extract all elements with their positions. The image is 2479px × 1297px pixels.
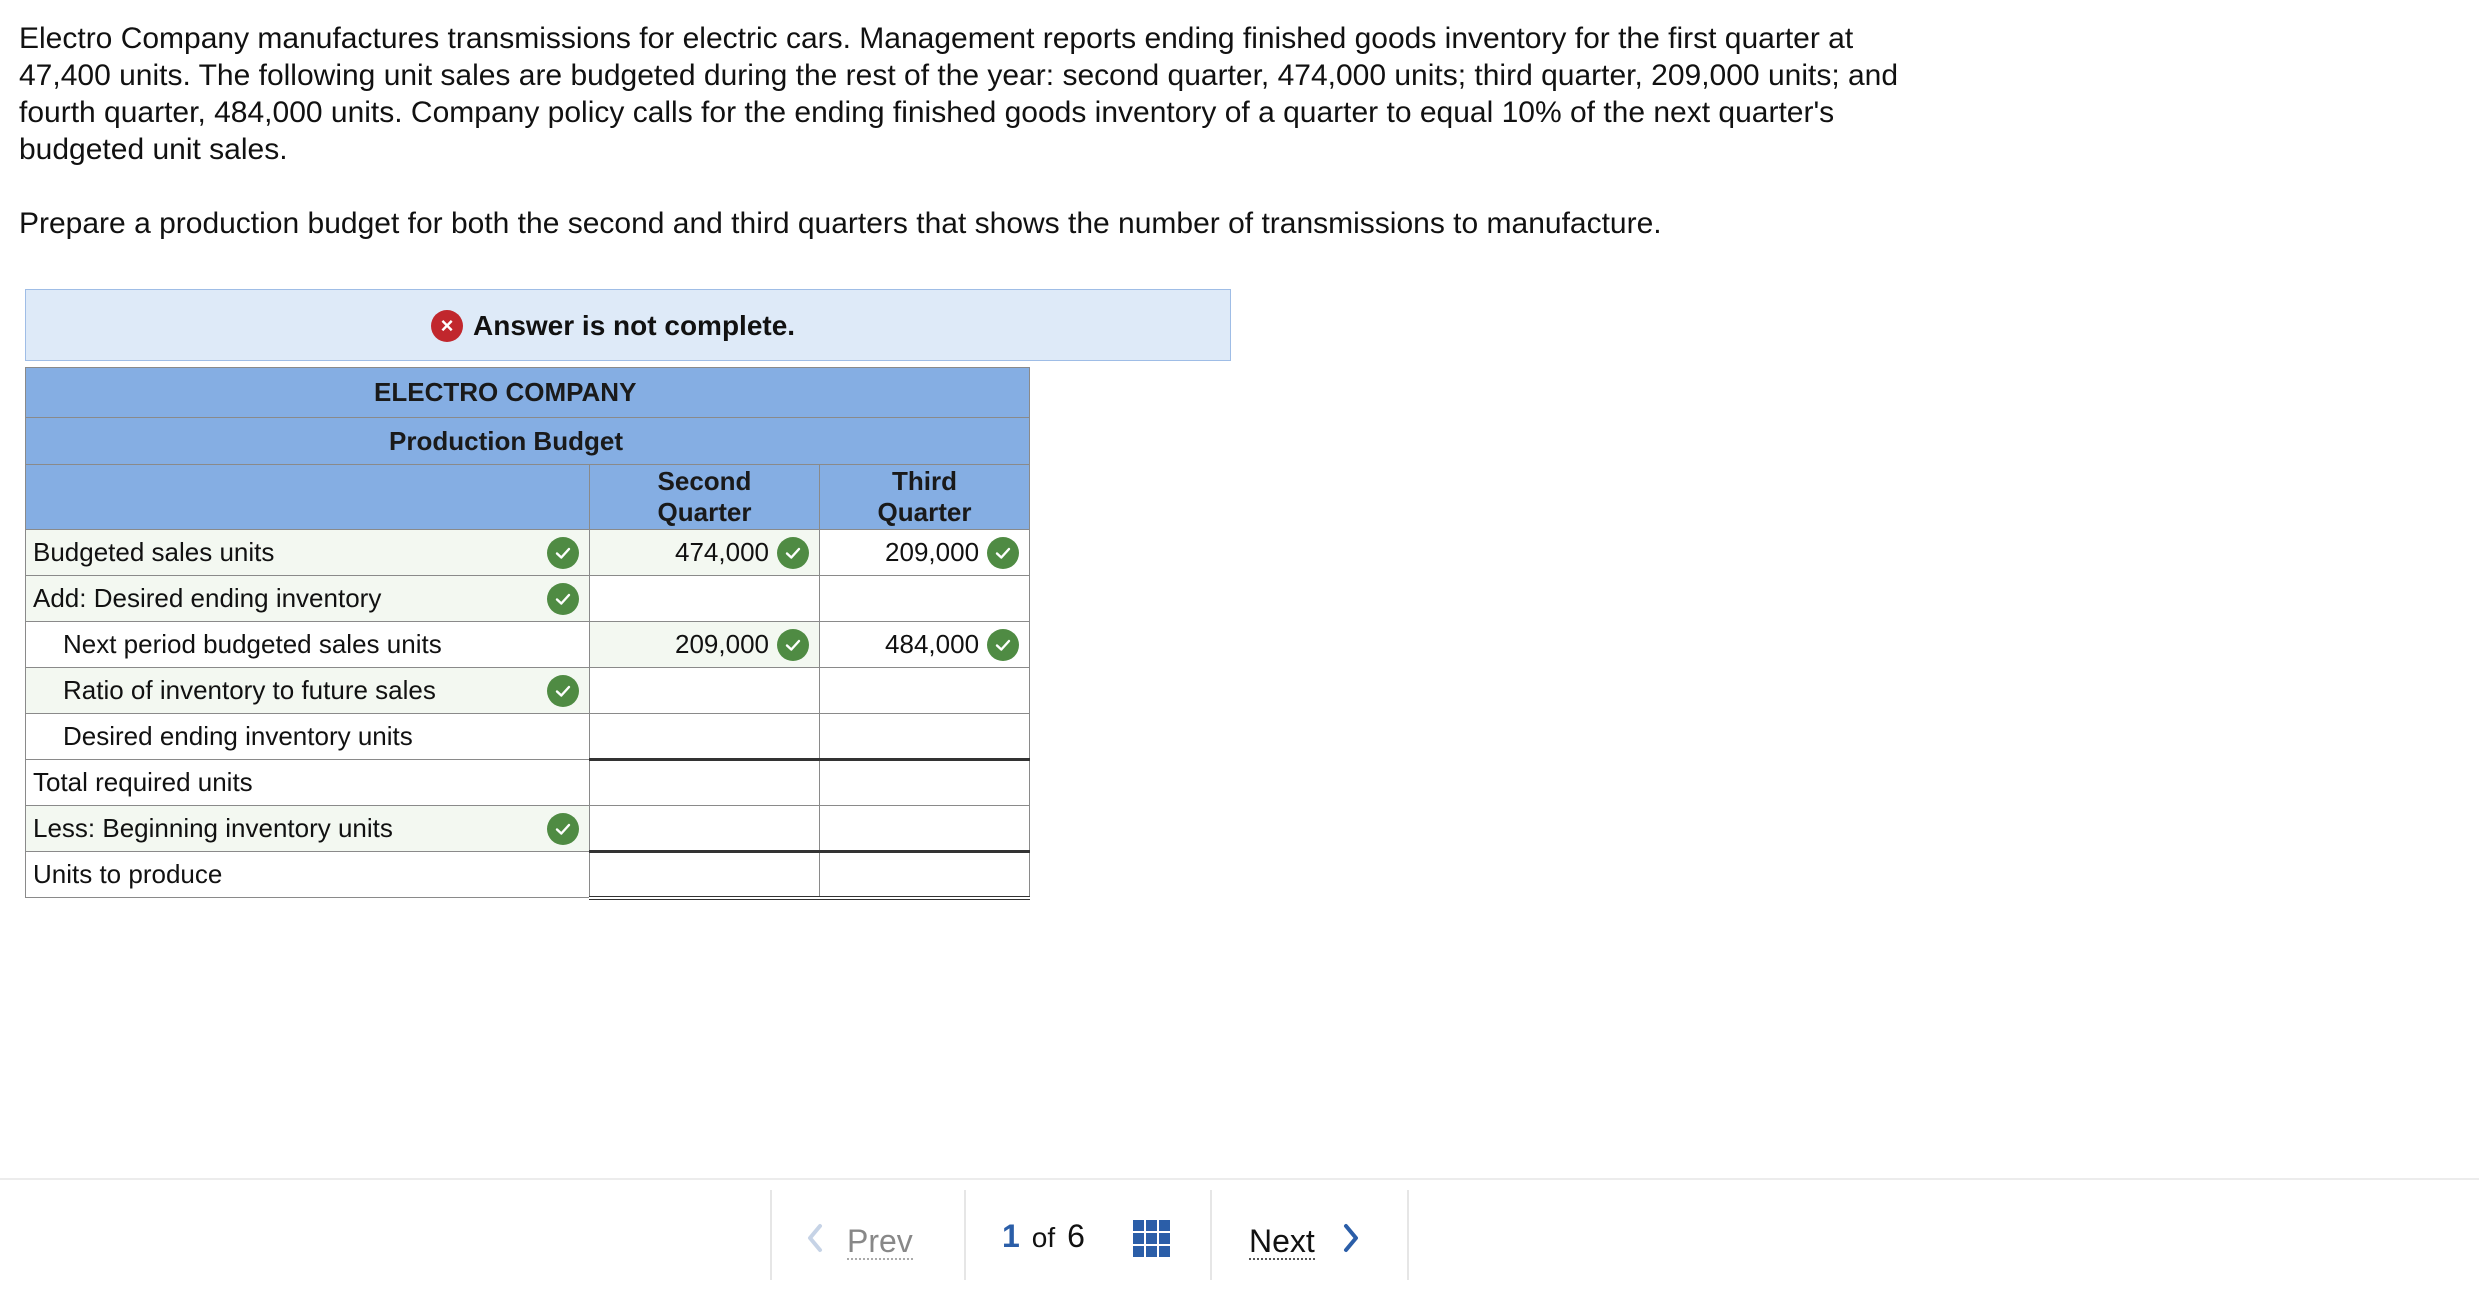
row-label-ratio-inventory[interactable]: Ratio of inventory to future sales [26,668,590,714]
input-second-total-required[interactable] [590,760,820,806]
check-icon [547,813,579,845]
chevron-right-icon [1341,1222,1361,1262]
page-indicator [1002,1218,1085,1255]
footer-separator [1407,1190,1409,1280]
answer-status-banner [25,289,1231,361]
input-second-beginning-inventory[interactable] [590,806,820,852]
total-pages: 6 [1067,1218,1085,1254]
table-row [26,530,1030,576]
footer-separator [964,1190,966,1280]
row-label-desired-ending-inventory-units: Desired ending inventory units [26,714,590,760]
table-row [26,622,1030,668]
footer-separator [770,1190,772,1280]
answer-status-text: Answer is not complete. [473,310,796,341]
check-icon [777,629,809,661]
table-row [26,668,1030,714]
cell-second-desired-ending-inventory [590,576,820,622]
prev-button[interactable] [805,1222,913,1262]
next-button[interactable] [1249,1222,1361,1262]
budget-title: Production Budget [26,418,1030,465]
table-row [26,852,1030,898]
input-third-beginning-inventory[interactable] [820,806,1030,852]
input-third-ratio[interactable] [820,668,1030,714]
grid-icon[interactable] [1133,1220,1170,1257]
input-third-budgeted-sales[interactable]: 209,000 [820,530,1030,576]
x-circle-icon: × [431,310,463,342]
header-blank-cell [26,465,590,530]
input-second-desired-ending-units[interactable] [590,714,820,760]
table-row [26,714,1030,760]
row-label-next-period-sales: Next period budgeted sales units [26,622,590,668]
production-budget-table [25,367,1030,900]
input-third-desired-ending-units[interactable] [820,714,1030,760]
input-second-budgeted-sales[interactable]: 474,000 [590,530,820,576]
footer-divider [0,1178,2479,1180]
column-header-third-quarter: Third Quarter [820,465,1030,530]
next-label: Next [1249,1223,1315,1259]
chevron-left-icon [805,1222,825,1262]
row-label-beginning-inventory[interactable]: Less: Beginning inventory units [26,806,590,852]
company-name: ELECTRO COMPANY [26,368,1030,418]
check-icon [777,537,809,569]
prev-label: Prev [847,1223,913,1259]
column-header-second-quarter: Second Quarter [590,465,820,530]
table-row [26,806,1030,852]
check-icon [987,537,1019,569]
page-of-label: of [1031,1222,1056,1253]
input-second-units-to-produce[interactable] [590,852,820,898]
check-icon [987,629,1019,661]
row-label-total-required-units: Total required units [26,760,590,806]
check-icon [547,675,579,707]
input-third-units-to-produce[interactable] [820,852,1030,898]
row-label-desired-ending-inventory[interactable]: Add: Desired ending inventory [26,576,590,622]
check-icon [547,583,579,615]
question-paragraph-2: Prepare a production budget for both the second and third quarters that shows the number of transmissions to manufacture. [19,207,1662,240]
input-third-total-required[interactable] [820,760,1030,806]
current-page: 1 [1002,1218,1020,1254]
question-text [19,20,1919,242]
input-second-ratio[interactable] [590,668,820,714]
row-label-budgeted-sales-units[interactable]: Budgeted sales units [26,530,590,576]
cell-third-desired-ending-inventory [820,576,1030,622]
check-icon [547,537,579,569]
question-paragraph-1: Electro Company manufactures transmissions for electric cars. Management reports ending finished goods inventory for the first quarter at 47,400 units. The following unit sales are budgeted during the rest of the year: second quarter, 474,000 units; third quarter, 209,000 units; and fourth quarter, 484,000 units. Company policy calls for the ending finished goods inventory of a quarter to equal 10% of the next quarter's budgeted unit sales. [19,22,1899,166]
table-row [26,760,1030,806]
row-label-units-to-produce: Units to produce [26,852,590,898]
input-third-next-period-sales[interactable]: 484,000 [820,622,1030,668]
footer-separator [1210,1190,1212,1280]
table-row [26,576,1030,622]
input-second-next-period-sales[interactable]: 209,000 [590,622,820,668]
